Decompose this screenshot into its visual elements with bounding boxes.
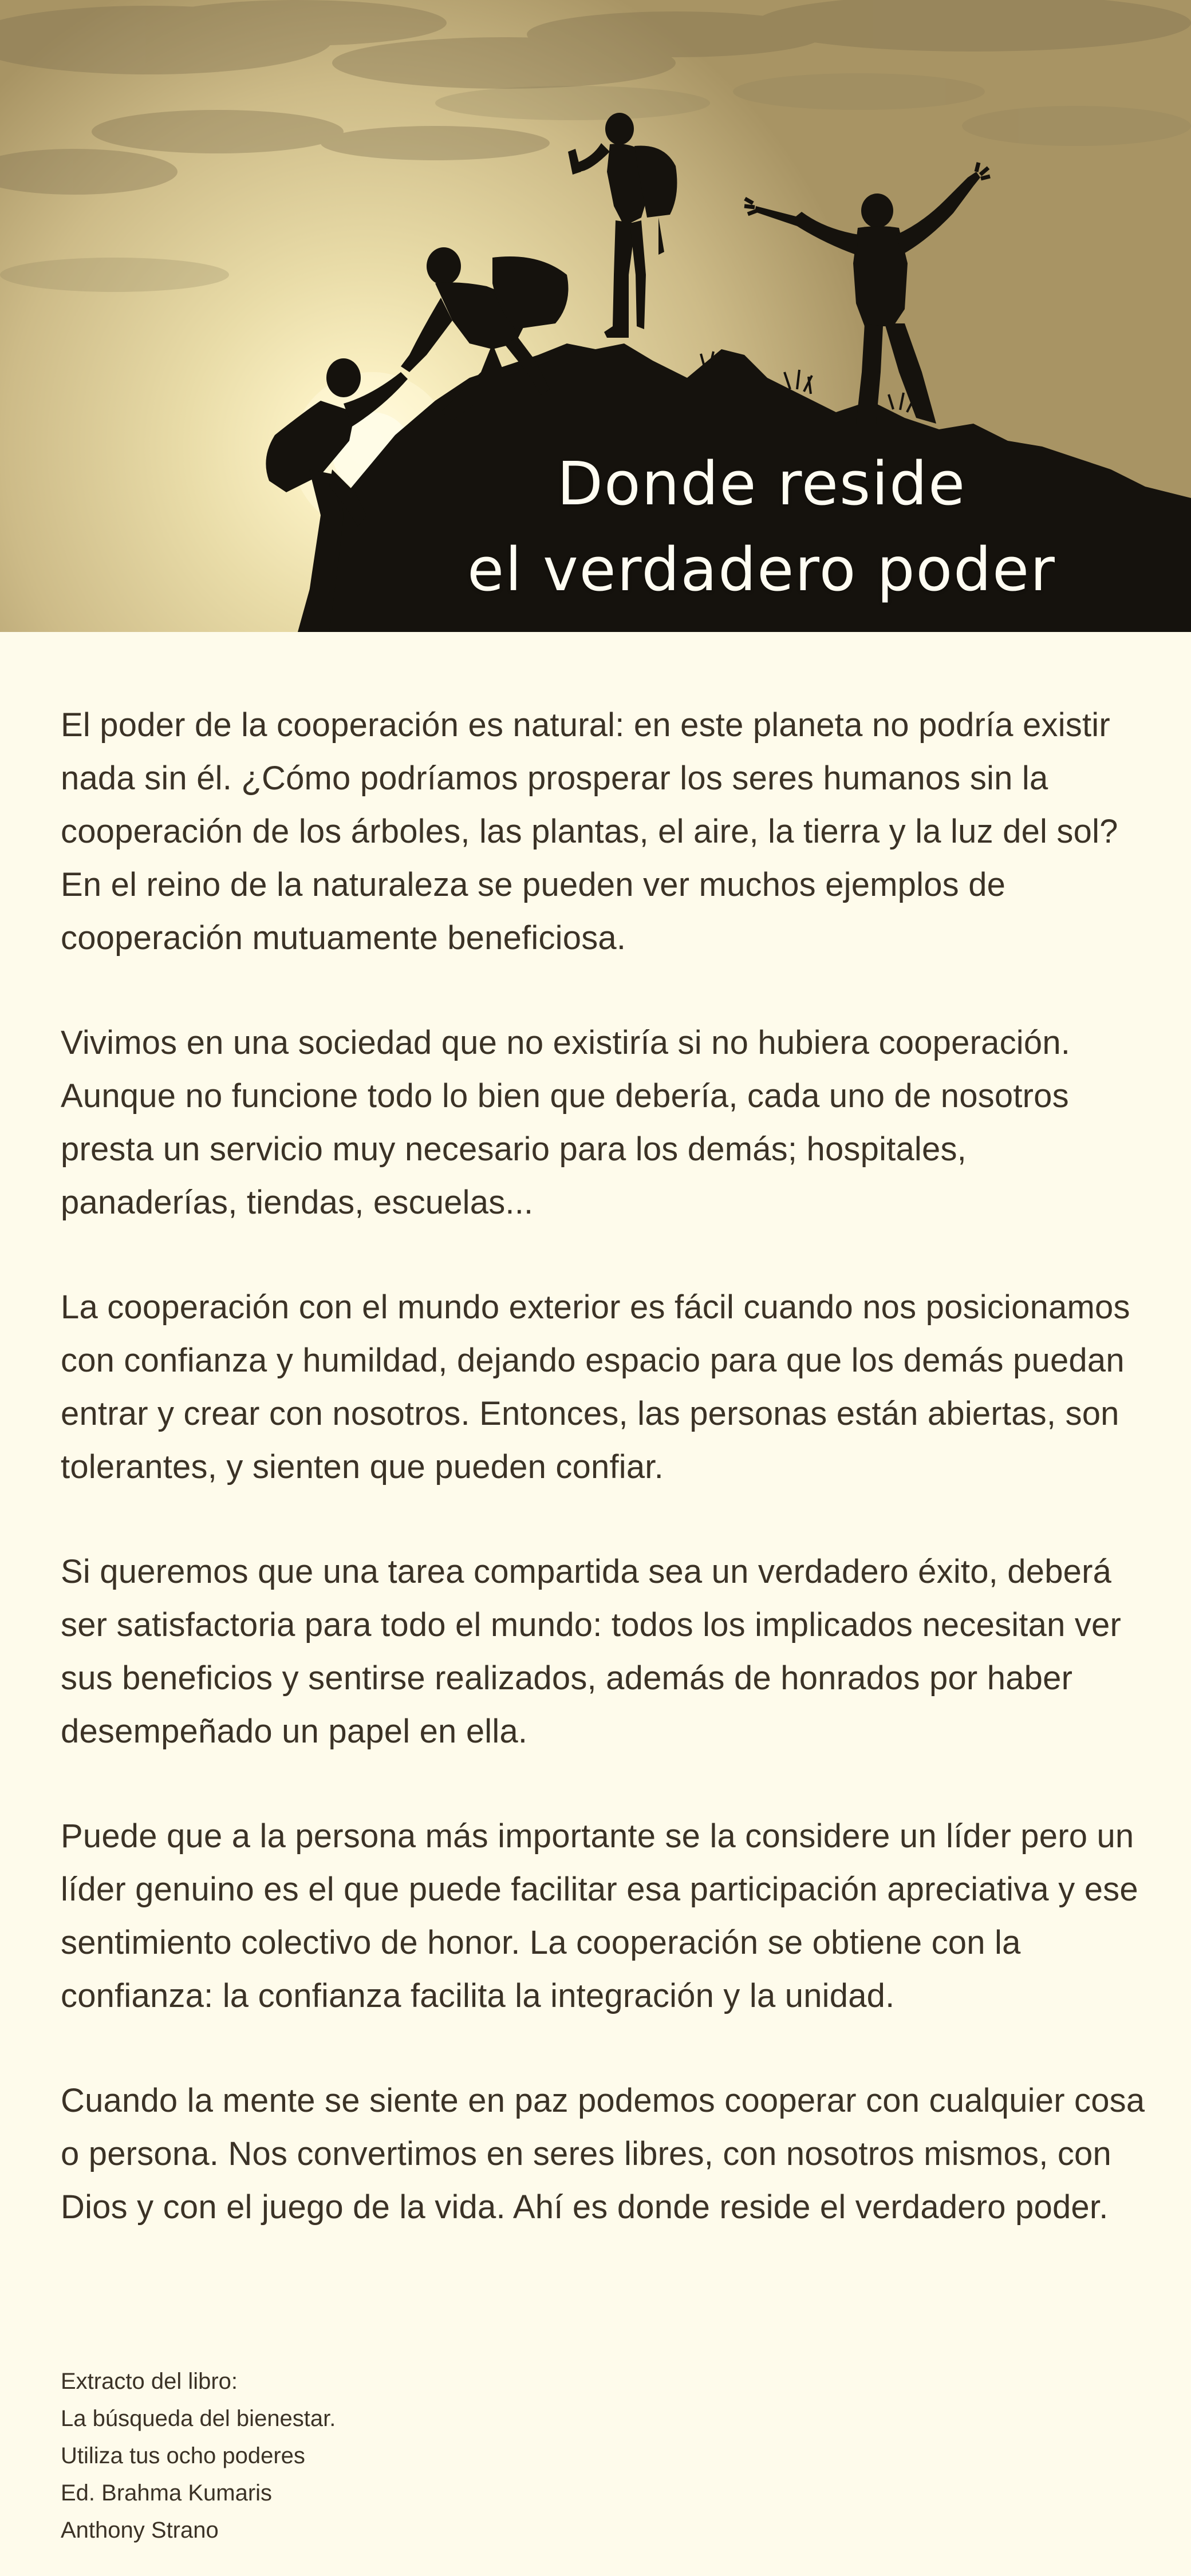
- paragraph: Si queremos que una tarea compartida sea un verdadero éxito, deberá ser satisfactoria para todo el mundo: todos los implicados necesitan ver sus beneficios y sentirse realizados, además de honrados por haber desempeñado un papel en ella.: [61, 1553, 1122, 1750]
- paragraph: El poder de la cooperación es natural: en este planeta no podría existir nada sin él. ¿Cómo podríamos prosperar los seres humanos sin la cooperación de los árboles, las plantas, el aire, la tierra y la luz del sol? En el reino de la naturaleza se pueden ver muchos ejemplos de cooperación mutuamente beneficiosa.: [61, 706, 1118, 957]
- credit-line: Ed. Brahma Kumaris: [61, 2480, 273, 2506]
- credit-line: Anthony Strano: [61, 2518, 219, 2543]
- paragraph: La cooperación con el mundo exterior es fácil cuando nos posicionamos con confianza y humildad, dejando espacio para que los demás puedan entrar y crear con nosotros. Entonces, las personas están abiertas, son tolerantes, y sienten que pueden confiar.: [61, 1289, 1130, 1485]
- credit-line: La búsqueda del bienestar.: [61, 2406, 336, 2431]
- article-body: [61, 698, 1149, 2285]
- hero-title-line-2: el verdadero poder: [467, 535, 1056, 605]
- paragraph: Cuando la mente se siente en paz podemos cooperar con cualquier cosa o persona. Nos convertimos en seres libres, con nosotros mismos, con Dios y con el juego de la vida. Ahí es donde reside el verdadero poder.: [61, 2082, 1145, 2226]
- paragraph: Puede que a la persona más importante se la considere un líder pero un líder genuino es el que puede facilitar esa participación apreciativa y ese sentimiento colectivo de honor. La cooperación se obtiene con la confianza: la confianza facilita la integración y la unidad.: [61, 1818, 1138, 2014]
- paragraph: Vivimos en una sociedad que no existiría si no hubiera cooperación. Aunque no funcione todo lo bien que debería, cada uno de nosotros presta un servicio muy necesario para los demás; hospitales, panaderías, tiendas, escuelas...: [61, 1024, 1071, 1221]
- book-credits: [61, 2363, 748, 2549]
- hero-title-line-1: Donde reside: [557, 449, 967, 519]
- hero-banner: [0, 0, 1191, 632]
- hero-title: [435, 441, 1088, 613]
- credit-line: Utiliza tus ocho poderes: [61, 2443, 305, 2468]
- credit-line: Extracto del libro:: [61, 2369, 238, 2394]
